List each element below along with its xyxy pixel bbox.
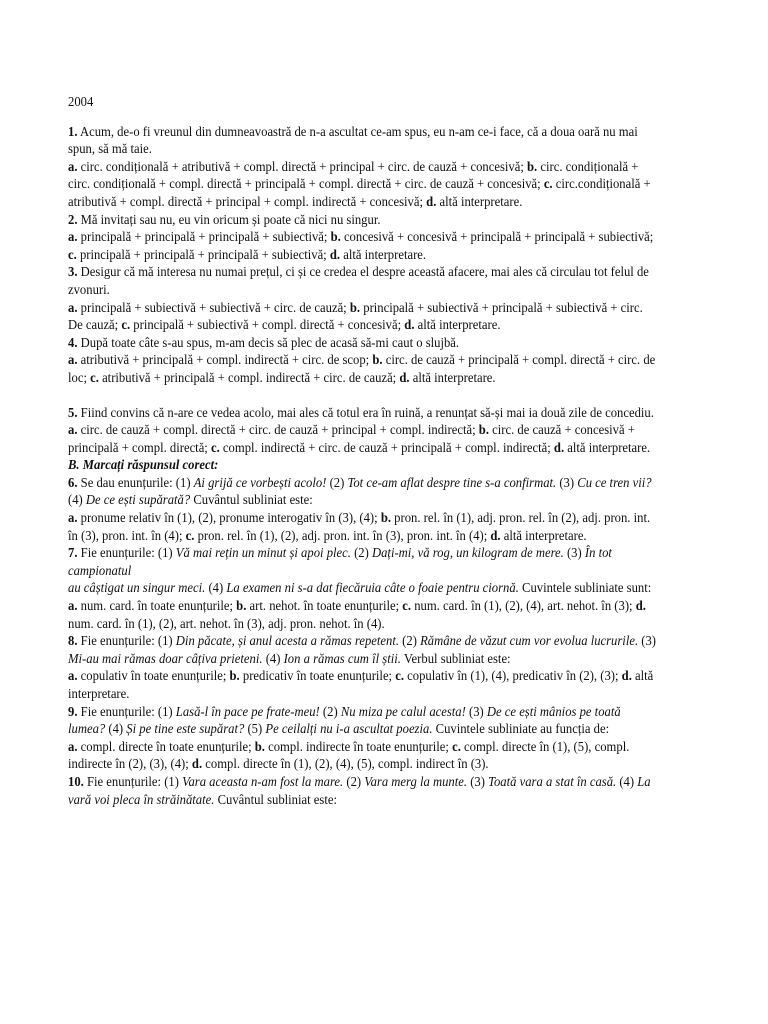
question-intro: Fie enunțurile: (86, 773, 165, 789)
option-b: predicativ în toate enunțurile; (242, 668, 393, 684)
sentence-4: La examen ni s-a dat fiecăruia câte o foaie pentru ciornă. (226, 580, 519, 596)
question-1 (68, 123, 659, 158)
option-letter: a. (68, 510, 81, 526)
question-8 (68, 632, 659, 667)
option-letter: d. (399, 369, 410, 385)
sentence-3-cont: au câștigat un singur meci. (68, 580, 206, 596)
sentence-3: De ce ești mânios pe toată lumea? (68, 703, 621, 737)
question-2-options (68, 228, 659, 263)
label: (3) (563, 545, 585, 561)
option-letter: c. (543, 176, 553, 192)
question-number: 4. (68, 334, 78, 350)
label: (4) (205, 580, 227, 596)
question-intro: Fie enunțurile: (80, 545, 158, 561)
option-c: compl. indirectă + circ. de cauză + principală + compl. indirectă; (222, 439, 551, 455)
question-2 (68, 211, 659, 229)
question-sentence: Mă invitați sau nu, eu vin oricum și poate că nici nu singur. (80, 211, 381, 227)
option-c: principală + principală + principală + subiectivă; (79, 246, 327, 262)
question-number: 5. (68, 404, 78, 420)
option-letter: a. (68, 668, 81, 684)
question-prompt: Cuvintele subliniate sunt: (518, 580, 652, 596)
label: (3) (556, 474, 578, 490)
option-a: compl. directe în toate enunțurile; (80, 738, 252, 754)
option-letter: d. (618, 668, 636, 684)
sentence-3: În tot campionatul (68, 545, 612, 578)
option-a: circ. de cauză + compl. directă + circ. de cauză + principal + compl. indirectă; (80, 422, 476, 438)
option-d: altă interpretare. (567, 439, 651, 455)
option-a: principală + subiectivă + subiectivă + circ. de cauză; (80, 299, 347, 315)
option-d: altă interpretare. (417, 317, 501, 333)
sentence-2: Tot ce-am aflat despre tine s-a confirmat. (347, 474, 557, 490)
option-letter: b. (349, 299, 361, 315)
option-letter: a. (68, 738, 81, 754)
option-letter: c. (392, 668, 408, 684)
option-d: compl. directe în (1), (2), (4), (5), compl. indirect în (3). (205, 756, 489, 772)
option-letter: b. (251, 738, 269, 754)
sentence-2: Nu miza pe calul acesta! (340, 703, 466, 719)
question-prompt: Cuvântul subliniat este: (190, 492, 313, 508)
option-d: altă interpretare. (343, 246, 427, 262)
sentence-5: Pe ceilalți nu i-a ascultat poezia. (265, 721, 433, 737)
label: (4) (68, 492, 86, 508)
option-c: circ.condițională + atributivă + compl. directă + principal + compl. indirectă + concesivă; (68, 176, 651, 209)
question-9 (68, 703, 659, 738)
option-b: concesivă + concesivă + principală + principală + subiectivă; (343, 229, 654, 245)
sentence-2: Rămâne de văzut cum vor evolua lucrurile. (420, 633, 639, 649)
option-a: copulativ în toate enunțurile; (80, 668, 227, 684)
option-letter: c. (121, 317, 131, 333)
question-prompt: Cuvintele subliniate au funcția de: (432, 721, 610, 737)
option-d: altă interpretare. (68, 668, 654, 701)
question-prompt: Cuvântul subliniat este: (214, 791, 337, 807)
question-intro: Fie enunțurile: (80, 633, 158, 649)
option-letter: d. (553, 439, 565, 455)
option-letter: b. (372, 352, 383, 368)
option-letter: a. (68, 352, 78, 368)
question-8-options (68, 667, 659, 702)
label: (1) (175, 474, 194, 490)
option-a: atributivă + principală + compl. indirectă + circ. de scop; (80, 352, 370, 368)
sentence-1: Ai grijă ce vorbești acolo! (193, 474, 327, 490)
question-intro: Se dau enunțurile: (80, 474, 176, 490)
question-5-options (68, 421, 659, 456)
question-number: 7. (68, 545, 78, 561)
label: (2) (399, 633, 421, 649)
question-number: 10. (68, 773, 84, 789)
option-letter: d. (426, 193, 437, 209)
question-sentence: Fiind convins că n-are ce vedea acolo, mai ales că totul era în ruină, a renunțat să-și mai ia două zile de concediu. (80, 404, 654, 420)
label: (4) (105, 721, 127, 737)
question-sentence: Desigur că mă interesa nu numai prețul, ci și ce credea el despre această afacere, mai ales că circulau tot felul de zvonuri. (68, 264, 649, 297)
sentence-1: Din păcate, și anul acesta a rămas repetent. (175, 633, 400, 649)
option-letter: d. (329, 246, 341, 262)
question-number: 3. (68, 264, 78, 280)
question-4-options (68, 351, 659, 386)
question-intro: Fie enunțurile: (80, 703, 158, 719)
question-3 (68, 263, 659, 298)
option-b: principală + subiectivă + principală + subiectivă + circ. De cauză; (68, 299, 643, 333)
option-letter: d. (487, 527, 504, 543)
option-b: compl. indirecte în toate enunțurile; (268, 738, 449, 754)
option-letter: a. (68, 158, 78, 174)
question-sentence: După toate câte s-au spus, m-am decis să plec de acasă să-mi caut o slujbă. (80, 334, 460, 350)
option-letter: c. (448, 738, 465, 754)
question-9-options (68, 738, 659, 773)
option-letter: d. (404, 317, 415, 333)
option-a: principală + principală + principală + subiectivă; (80, 229, 328, 245)
label: (1) (164, 773, 183, 789)
option-letter: b. (527, 158, 538, 174)
option-c: num. card. în (1), (2), (4), art. nehot. în (3); (414, 598, 633, 614)
option-letter: a. (68, 598, 81, 614)
sentence-1: Vara aceasta n-am fost la mare. (182, 773, 344, 789)
option-b: circ. de cauză + principală + compl. directă + circ. de loc; (68, 352, 656, 385)
option-c: copulativ în (1), (4), predicativ în (2), (3); (407, 668, 619, 684)
option-b: pron. rel. în (1), adj. pron. rel. în (2), adj. pron. int. în (3), pron. int. în (4); (68, 510, 651, 543)
label: (4) (262, 650, 284, 666)
label: (1) (157, 633, 176, 649)
option-letter: c. (399, 598, 415, 614)
option-letter: d. (188, 756, 206, 772)
option-letter: b. (330, 229, 341, 245)
year-heading: 2004 (68, 94, 94, 109)
label: (4) (616, 773, 638, 789)
question-10 (68, 773, 659, 808)
option-a: num. card. în toate enunțurile; (80, 598, 234, 614)
option-letter: a. (68, 422, 78, 438)
sentence-4: La vară voi pleca în străinătate. (68, 773, 651, 807)
option-b: circ. de cauză + concesivă + principală + compl. directă; (68, 422, 635, 455)
sentence-3: Toată vara a stat în casă. (488, 773, 617, 789)
label: (3) (638, 633, 657, 649)
label: (3) (467, 773, 489, 789)
question-7 (68, 544, 659, 597)
option-letter: d. (632, 598, 646, 614)
question-3-options (68, 299, 659, 334)
question-1-options (68, 158, 659, 211)
option-d: altă interpretare. (412, 369, 496, 385)
sentence-1: Vă mai rețin un minut și apoi plec. (175, 545, 351, 561)
option-d: altă interpretare. (503, 527, 587, 543)
sentence-4: Și pe tine este supărat? (126, 721, 245, 737)
option-letter: c. (68, 246, 77, 262)
sentence-4: Ion a rămas cum îl știi. (283, 650, 401, 666)
sentence-4: De ce ești supărată? (85, 492, 191, 508)
option-letter: a. (68, 229, 78, 245)
option-c: compl. directe în (1), (5), compl. indirecte în (2), (3), (4); (68, 738, 630, 772)
sentence-1: Lasă-l în pace pe frate-meu! (175, 703, 320, 719)
question-5 (68, 404, 659, 422)
option-c: pron. rel. în (1), (2), adj. pron. int. în (3), pron. int. în (4); (197, 527, 488, 543)
option-letter: b. (478, 422, 489, 438)
option-letter: c. (182, 527, 198, 543)
sentence-3: Mi-au mai rămas doar câțiva prieteni. (68, 650, 263, 666)
option-a: circ. condițională + atributivă + compl. directă + principal + circ. de cauză + concesivă; (80, 158, 524, 174)
option-d: altă interpretare. (439, 193, 523, 209)
option-a: pronume relativ în (1), (2), pronume interogativ în (3), (4); (80, 510, 378, 526)
section-b-title: B. Marcați răspunsul corect: (68, 457, 219, 473)
option-letter: b. (226, 668, 243, 684)
question-number: 1. (68, 123, 78, 139)
question-number: 2. (68, 211, 78, 227)
option-b: art. nehot. în toate enunțurile; (249, 598, 400, 614)
label: (1) (157, 545, 176, 561)
document-page (68, 93, 659, 808)
label: (5) (244, 721, 266, 737)
sentence-3: Cu ce tren vii? (577, 474, 652, 490)
option-letter: a. (68, 299, 78, 315)
question-sentence: Acum, de-o fi vreunul din dumneavoastră de n-a ascultat ce-am spus, eu n-am ce-i face, că a doua oară nu mai spun, să mă taie. (68, 123, 638, 157)
question-6 (68, 474, 659, 509)
label: (1) (157, 703, 176, 719)
option-letter: c. (210, 439, 220, 455)
sentence-2: Dați-mi, vă rog, un kilogram de mere. (371, 545, 564, 561)
option-c: principală + subiectivă + compl. directă + concesivă; (133, 317, 402, 333)
option-letter: c. (90, 369, 99, 385)
question-number: 8. (68, 633, 78, 649)
option-letter: b. (233, 598, 250, 614)
option-letter: b. (377, 510, 395, 526)
part-a-questions (68, 123, 659, 457)
label: (2) (343, 773, 365, 789)
option-d: num. card. în (1), (2), art. nehot. în (3), adj. pron. nehot. în (4). (68, 615, 385, 631)
spacer (68, 387, 659, 404)
option-b: circ. condițională + circ. condițională + compl. directă + principală + compl. directă + circ. de cauză + concesivă; (68, 158, 639, 192)
question-number: 9. (68, 703, 78, 719)
label: (2) (350, 545, 372, 561)
option-c: atributivă + principală + compl. indirectă + circ. de cauză; (102, 369, 397, 385)
question-6-options (68, 509, 659, 544)
label: (2) (319, 703, 341, 719)
sentence-2: Vara merg la munte. (364, 773, 468, 789)
question-prompt: Verbul subliniat este: (400, 650, 511, 666)
question-4 (68, 334, 659, 352)
label: (2) (326, 474, 348, 490)
question-number: 6. (68, 474, 78, 490)
question-7-options (68, 597, 659, 632)
label: (3) (465, 703, 487, 719)
